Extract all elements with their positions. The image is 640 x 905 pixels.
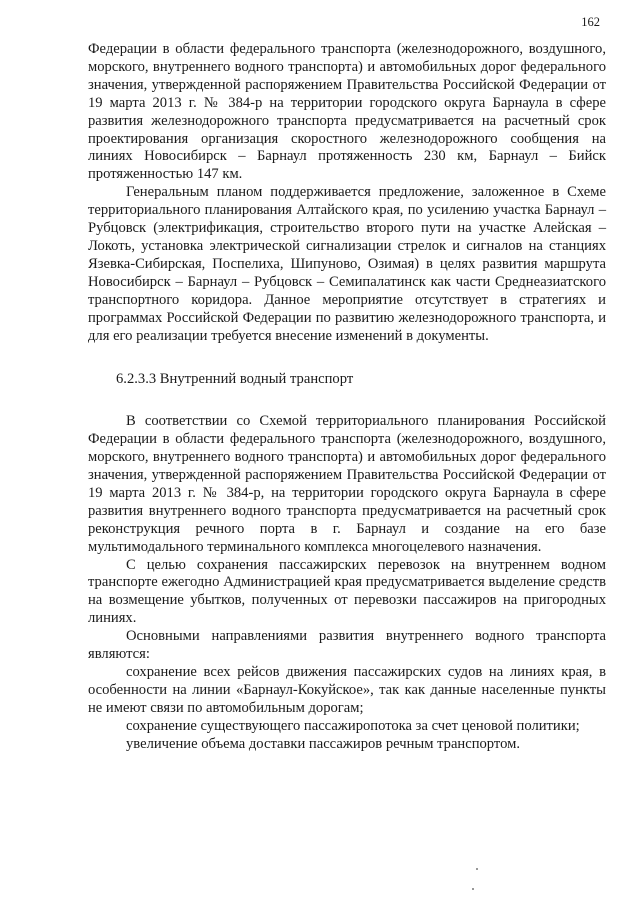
page-number: 162 [581, 15, 600, 29]
list-item-increase-volume: увеличение объема доставки пассажиров речным транспортом. [126, 735, 521, 752]
paragraph-territorial-scheme: В соответствии со Схемой территориального планирования Российской Федерации в области федерального транспорта (железнодорожного, воздушного, морского, внутреннего водного транспорта) и автомобильных дорог федерального значения, утвержденной распоряжением Правительства Российской Федерации от 19 марта 2013 г. № 384-р, на территории городского округа Барнаула в сфере развития внутреннего водного транспорта предусматривается на расчетный срок реконструкция речного порта в г. Барнаул и создание на его базе мультимодального терминального комплекса многоцелевого назначения. [88, 413, 606, 555]
list-item-keep-routes: сохранение всех рейсов движения пассажирских судов на линиях края, в особенности на линии «Барнаул-Кокуйское», так как данные населенные пункты не имеют связи по автомобильным дорогам; [88, 664, 606, 716]
scan-dot [472, 888, 474, 890]
paragraph-general-plan: Генеральным планом поддерживается предложение, заложенное в Схеме территориального планирования Алтайского края, по усилению участка Барнаул – Рубцовск (электрификация, строительство второго пути на участке Алейская – Локоть, установка электрической сигнализации стрелок и сигналов на станциях Язевка-Сибирская, Поспелиха, Шипуново, Озимая) в целях развития маршрута Новосибирск – Барнаул – Рубцовск – Семипалатинск как части Среднеазиатского транспортного коридора. Данное мероприятие отсутствует в стратегиях и программах Российской Федерации по развитию железнодорожного транспорта, и для его реализации требуется внесение изменений в документы. [88, 184, 606, 344]
page-body [88, 41, 606, 754]
scan-dot [476, 868, 478, 870]
list-item-keep-passenger-flow: сохранение существующего пассажиропотока за счет ценовой политики; [126, 717, 580, 734]
section-heading: 6.2.3.3 Внутренний водный транспорт [116, 371, 354, 388]
paragraph-continuation: Федерации в области федерального транспорта (железнодорожного, воздушного, морского, внутреннего водного транспорта) и автомобильных дорог федерального значения, утвержденной распоряжением Правительства Российской Федерации от 19 марта 2013 г. № 384-р на территории городского округа Барнаула в сфере развития железнодорожного транспорта предусматривается на расчетный срок проектирования организация скоростного железнодорожного сообщения на линиях Новосибирск – Барнаул протяженность 230 км, Барнаул – Бийск протяженностью 147 км. [88, 41, 606, 183]
paragraph-main-directions: Основными направлениями развития внутреннего водного транспорта являются: [88, 628, 606, 663]
paragraph-passenger-subsidy: С целью сохранения пассажирских перевозок на внутреннем водном транспорте ежегодно Администрацией края предусматривается выделение средств на возмещение убытков, полученных от перевозки пассажиров на пригородных линиях. [88, 556, 606, 627]
